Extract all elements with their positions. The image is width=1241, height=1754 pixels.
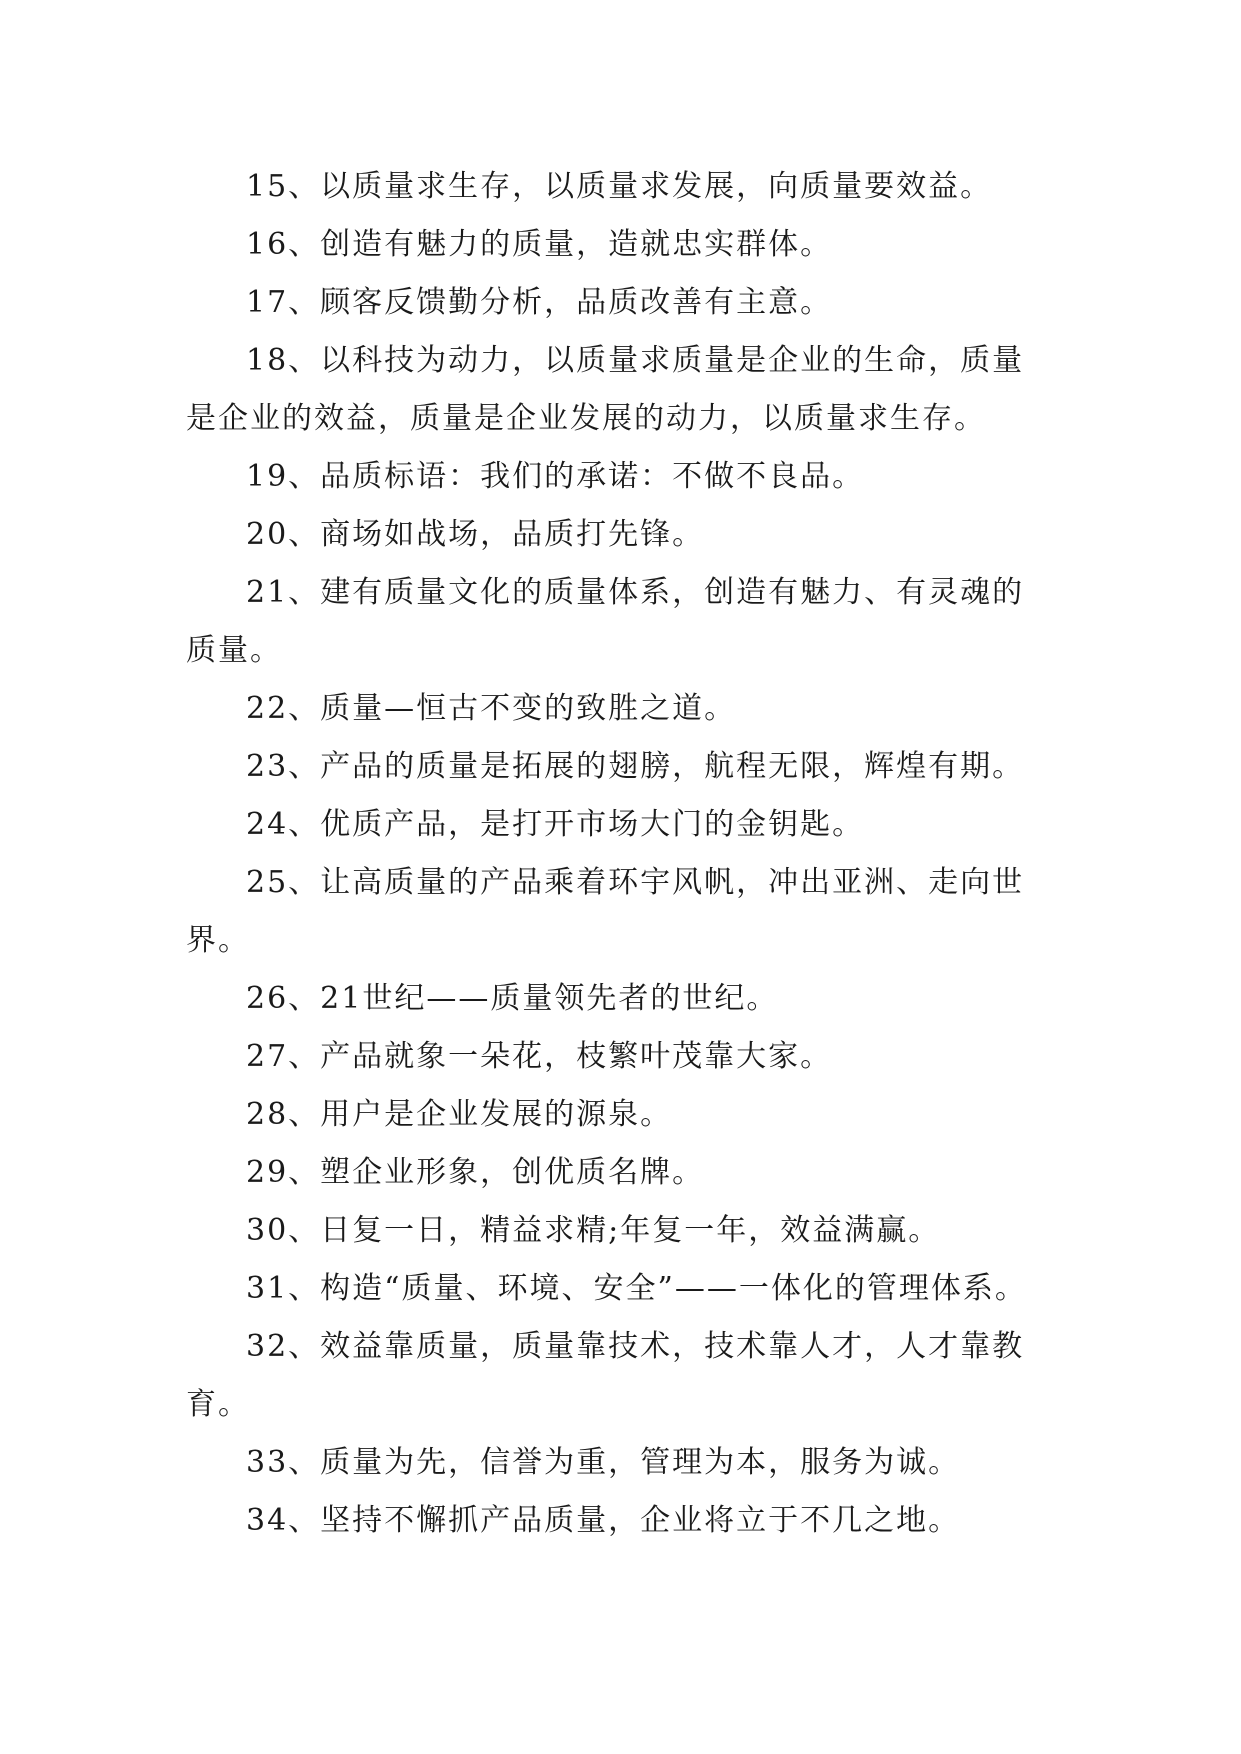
slogan-item: 16、创造有魅力的质量，造就忠实群体。 xyxy=(246,227,833,262)
slogan-item: 15、以质量求生存，以质量求发展，向质量要效益。 xyxy=(246,169,993,204)
slogan-item: 18、以科技为动力，以质量求质量是企业的生命，质量是企业的效益，质量是企业发展的动力，以质量求生存。 xyxy=(186,343,1025,436)
slogan-item: 29、塑企业形象，创优质名牌。 xyxy=(246,1155,705,1190)
slogan-item: 19、品质标语：我们的承诺：不做不良品。 xyxy=(246,459,865,494)
slogan-item: 32、效益靠质量，质量靠技术，技术靠人才，人才靠教育。 xyxy=(186,1329,1025,1422)
slogan-item: 23、产品的质量是拓展的翅膀，航程无限，辉煌有期。 xyxy=(246,749,1025,784)
slogan-item: 26、21世纪——质量领先者的世纪。 xyxy=(246,981,779,1016)
slogan-item: 34、坚持不懈抓产品质量，企业将立于不几之地。 xyxy=(246,1503,961,1538)
slogan-item: 21、建有质量文化的质量体系，创造有魅力、有灵魂的质量。 xyxy=(186,575,1025,668)
slogan-item: 33、质量为先，信誉为重，管理为本，服务为诚。 xyxy=(246,1445,961,1480)
slogan-item: 27、产品就象一朵花，枝繁叶茂靠大家。 xyxy=(246,1039,833,1074)
slogan-item: 25、让高质量的产品乘着环宇风帆，冲出亚洲、走向世界。 xyxy=(186,865,1025,958)
slogan-item: 31、构造“质量、环境、安全”——一体化的管理体系。 xyxy=(246,1271,1027,1306)
slogan-item: 30、日复一日，精益求精;年复一年，效益满赢。 xyxy=(246,1213,941,1248)
slogan-item: 24、优质产品，是打开市场大门的金钥匙。 xyxy=(246,807,865,842)
slogan-item: 22、质量—恒古不变的致胜之道。 xyxy=(246,691,737,726)
slogan-item: 20、商场如战场，品质打先锋。 xyxy=(246,517,705,552)
slogan-item: 28、用户是企业发展的源泉。 xyxy=(246,1097,673,1132)
document-body xyxy=(186,158,1056,1550)
slogan-item: 17、顾客反馈勤分析，品质改善有主意。 xyxy=(246,285,833,320)
